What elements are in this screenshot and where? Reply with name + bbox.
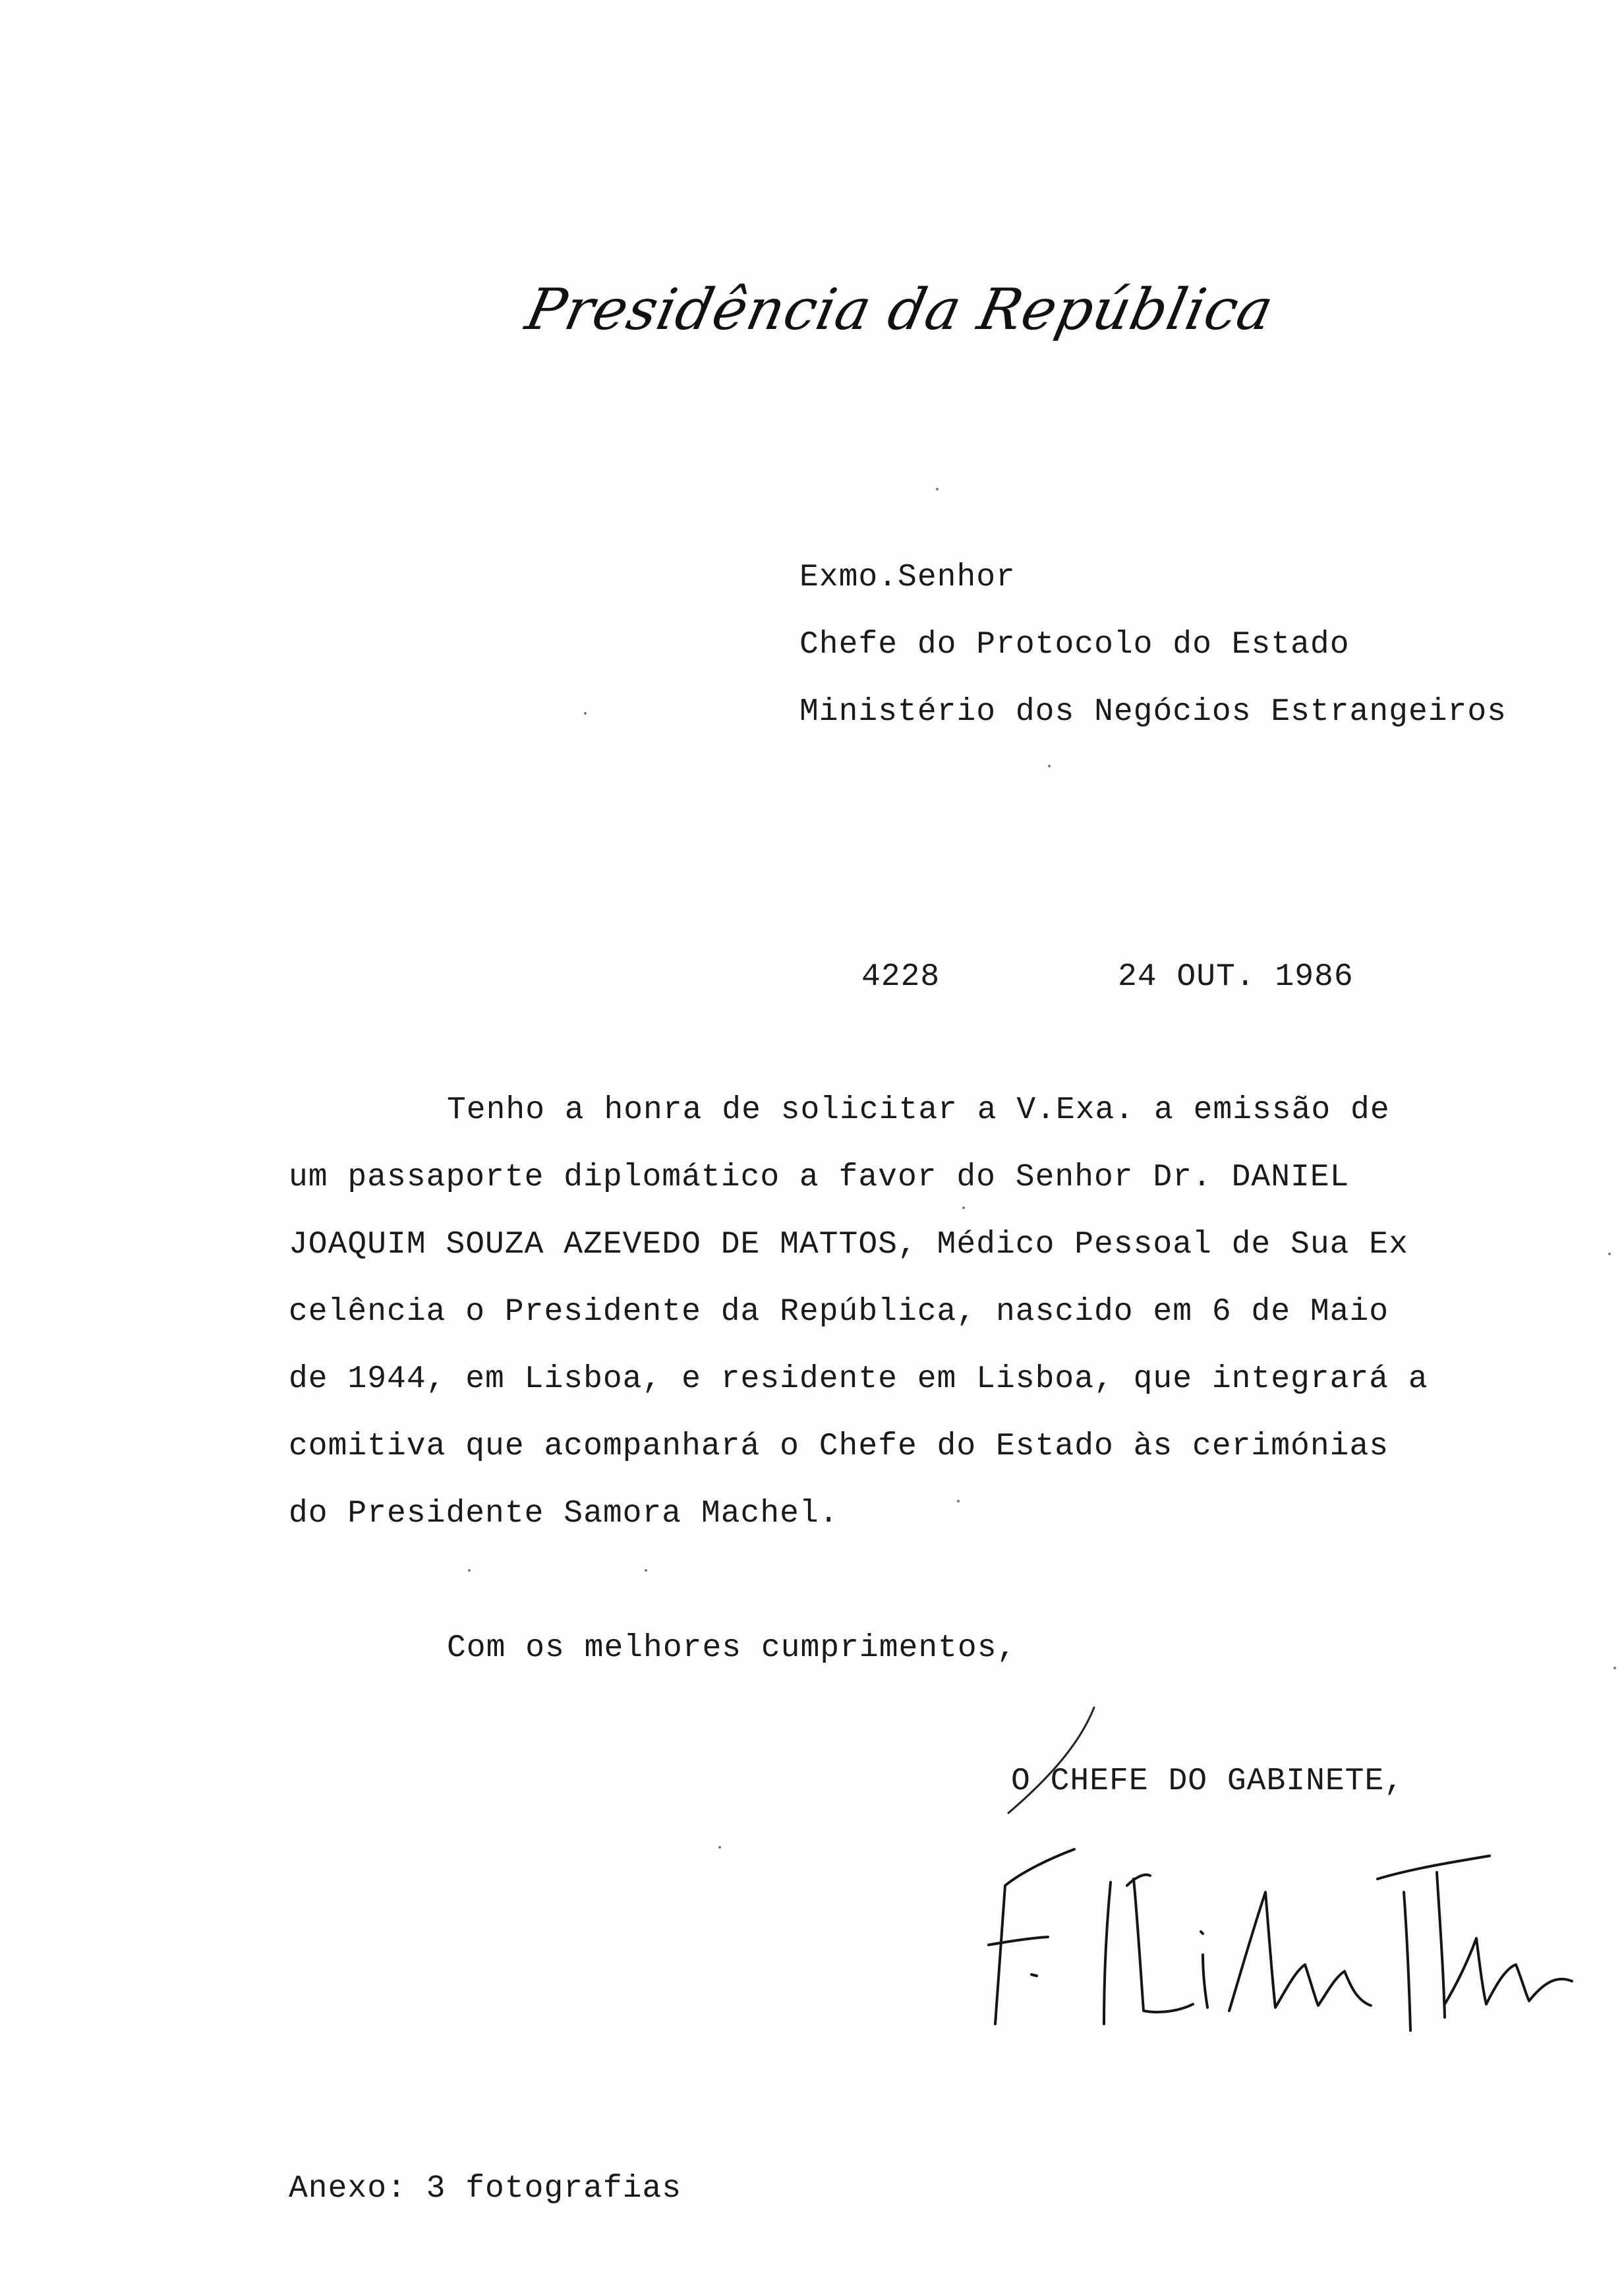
letterhead-title: Presidência da República bbox=[520, 277, 1280, 343]
scan-speck bbox=[1613, 1667, 1616, 1669]
recipient-salutation: Exmo.Senhor bbox=[799, 560, 1016, 595]
scan-speck bbox=[1048, 765, 1051, 767]
body-line: Tenho a honra de solicitar a V.Exa. a emissão de bbox=[447, 1092, 1390, 1128]
scan-speck bbox=[962, 1206, 965, 1209]
scan-speck bbox=[957, 1500, 960, 1502]
body-line: um passaporte diplomático a favor do Senhor Dr. DANIEL bbox=[289, 1160, 1350, 1195]
letter-date: 24 OUT. 1986 bbox=[1118, 959, 1354, 995]
scan-speck bbox=[936, 488, 939, 490]
handwritten-signature bbox=[975, 1833, 1582, 2044]
signatory-title: O CHEFE DO GABINETE, bbox=[1011, 1764, 1405, 1799]
recipient-position: Chefe do Protocolo do Estado bbox=[799, 627, 1350, 663]
scan-speck bbox=[645, 1569, 647, 1572]
scan-speck bbox=[1608, 1253, 1611, 1255]
scan-speck bbox=[718, 1846, 721, 1849]
pen-slash-mark bbox=[1002, 1701, 1107, 1820]
body-line: do Presidente Samora Machel. bbox=[289, 1496, 839, 1531]
body-line: de 1944, em Lisboa, e residente em Lisboa, que integrará a bbox=[289, 1361, 1428, 1397]
closing-phrase: Com os melhores cumprimentos, bbox=[447, 1630, 1017, 1666]
recipient-ministry: Ministério dos Negócios Estrangeiros bbox=[799, 694, 1507, 730]
annex-note: Anexo: 3 fotografias bbox=[289, 2171, 682, 2207]
body-line: JOAQUIM SOUZA AZEVEDO DE MATTOS, Médico Pessoal de Sua Ex bbox=[289, 1227, 1408, 1263]
body-line: comitiva que acompanhará o Chefe do Estado às cerimónias bbox=[289, 1429, 1389, 1464]
body-line: celência o Presidente da República, nascido em 6 de Maio bbox=[289, 1294, 1389, 1330]
scan-speck bbox=[468, 1569, 471, 1572]
reference-number: 4228 bbox=[861, 959, 941, 995]
scan-speck bbox=[584, 712, 587, 715]
